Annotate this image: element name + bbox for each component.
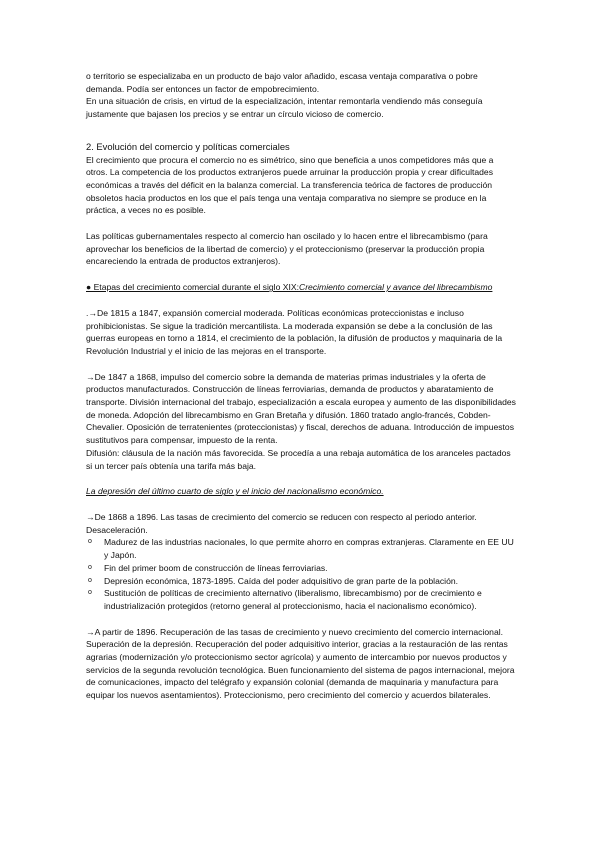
list-item-text: Sustitución de políticas de crecimiento alternativo (liberalismo, librecambismo) por de crecimiento e industrialización protegidos (retorno general al proteccionismo, hacia el nacionalismo económico). [104, 588, 482, 611]
list-item [86, 536, 516, 561]
depression-paragraph-1896: →A partir de 1896. Recuperación de las tasas de crecimiento y nuevo crecimiento del comercio internacional. Superación de la depresión. Recuperación del poder adquisitivo interior, gracias a la restauración de las rentas agrarias (modernización y/o proteccionismo sector agrícola) y aumento de intercambio por nuevos productos y servicios de la segunda revolución tecnológica. Buen funcionamiento del sistema de pagos internacional, mejora de comunicaciones, impacto del telégrafo y expansión colonial (demanda de maquinaria y manufactura para equipar los nuevos asentamientos). Proteccionismo, pero crecimiento del comercio y acuerdos bilaterales. [86, 626, 515, 701]
stage-paragraph-difusion: Difusión: cláusula de la nación más favorecida. Se procedía a una rebaja automática de los aranceles pactados si un tercer país obtenía una tarifa más baja. [86, 447, 511, 471]
stage-paragraph-1815: .→De 1815 a 1847, expansión comercial moderada. Políticas económicas proteccionistas e incluso prohibicionistas. Se sigue la tradición mercantilista. La moderada expansión se debe a la conclusión de las guerras europeas en torno a 1814, el crecimiento de la población, la difusión de productos y maquinaria de la Revolución Industrial y el inicio de las mejoras en el transporte. [86, 307, 503, 356]
list-item-text: Madurez de las industrias nacionales, lo que permite ahorro en compras extranjeras. Claramente en EE UU y Japón. [104, 537, 514, 561]
depression-bullet-list [86, 536, 516, 612]
list-item-text: Fin del primer boom de construcción de líneas ferroviarias. [104, 562, 328, 573]
bullet-mark: o [88, 538, 92, 546]
depression-paragraph-1868: →De 1868 a 1896. Las tasas de crecimiento del comercio se reducen con respecto al periodo anterior. Desaceleración. [86, 511, 477, 535]
bullet-mark: o [88, 563, 92, 571]
stages-title-italic: Crecimiento comercial y avance del librecambismo [298, 282, 493, 293]
stages-title [86, 281, 516, 294]
list-item [86, 575, 516, 588]
intro-paragraph-2: En una situación de crisis, en virtud de la especialización, intentar remontarla vendiendo más conseguía justamente que bajasen los precios y se entrar un círculo vicioso de comercio. [86, 96, 483, 120]
section-paragraph-2: Las políticas gubernamentales respecto al comercio han oscilado y lo hacen entre el librecambismo (para aprovechar los beneficios de la libertad de comercio) y el proteccionismo (preservar la producción propia encareciendo la entrada de productos extranjeros). [86, 231, 488, 267]
intro-paragraph-1: o territorio se especializaba en un producto de bajo valor añadido, escasa ventaja comparativa o pobre demanda. Podía ser entonces un factor de empobrecimiento. [86, 71, 478, 94]
section-heading: 2. Evolución del comercio y políticas comerciales [86, 140, 290, 152]
document-page [86, 70, 516, 702]
section-paragraph-1: El crecimiento que procura el comercio no es simétrico, sino que beneficia a unos competidores más que a otros. La competencia de los productos extranjeros puede arruinar la producción propia y crear dificultades económicas a través del déficit en la balanza comercial. La transferencia teórica de factores de producción obsoletos hacia productos en los que el país tenga una ventaja comparativa no siempre se produce en la práctica, a veces no es posible. [86, 154, 494, 216]
bullet-mark: o [88, 589, 92, 597]
list-item [86, 587, 516, 612]
stage-paragraph-1847: →De 1847 a 1868, impulso del comercio sobre la demanda de materias primas industriales y la oferta de productos manufacturados. Construcción de líneas ferroviarias, demanda de productos y abaratamiento de transporte. División internacional del trabajo, especialización a escala europea y aumento de las disponibilidades de moneda. Adopción del librecambismo en Gran Bretaña y difusión. 1860 tratado anglo-francés, Cobden-Chevalier. Oposición de terratenientes (proteccionistas) y fiscal, derechos de aduana. Introducción de impuestos sustitutivos para compensar, impuesto de la renta. [86, 371, 516, 446]
bullet-mark: o [88, 576, 92, 584]
depression-title-text: La depresión del último cuarto de siglo y el inicio del nacionalismo económico. [86, 486, 384, 497]
list-item-text: Depresión económica, 1873-1895. Caída del poder adquisitivo de gran parte de la población. [104, 575, 459, 586]
list-item [86, 562, 516, 575]
depression-title [86, 485, 516, 498]
stages-title-prefix: ● Etapas del crecimiento comercial durante el siglo XIX: [86, 282, 299, 293]
